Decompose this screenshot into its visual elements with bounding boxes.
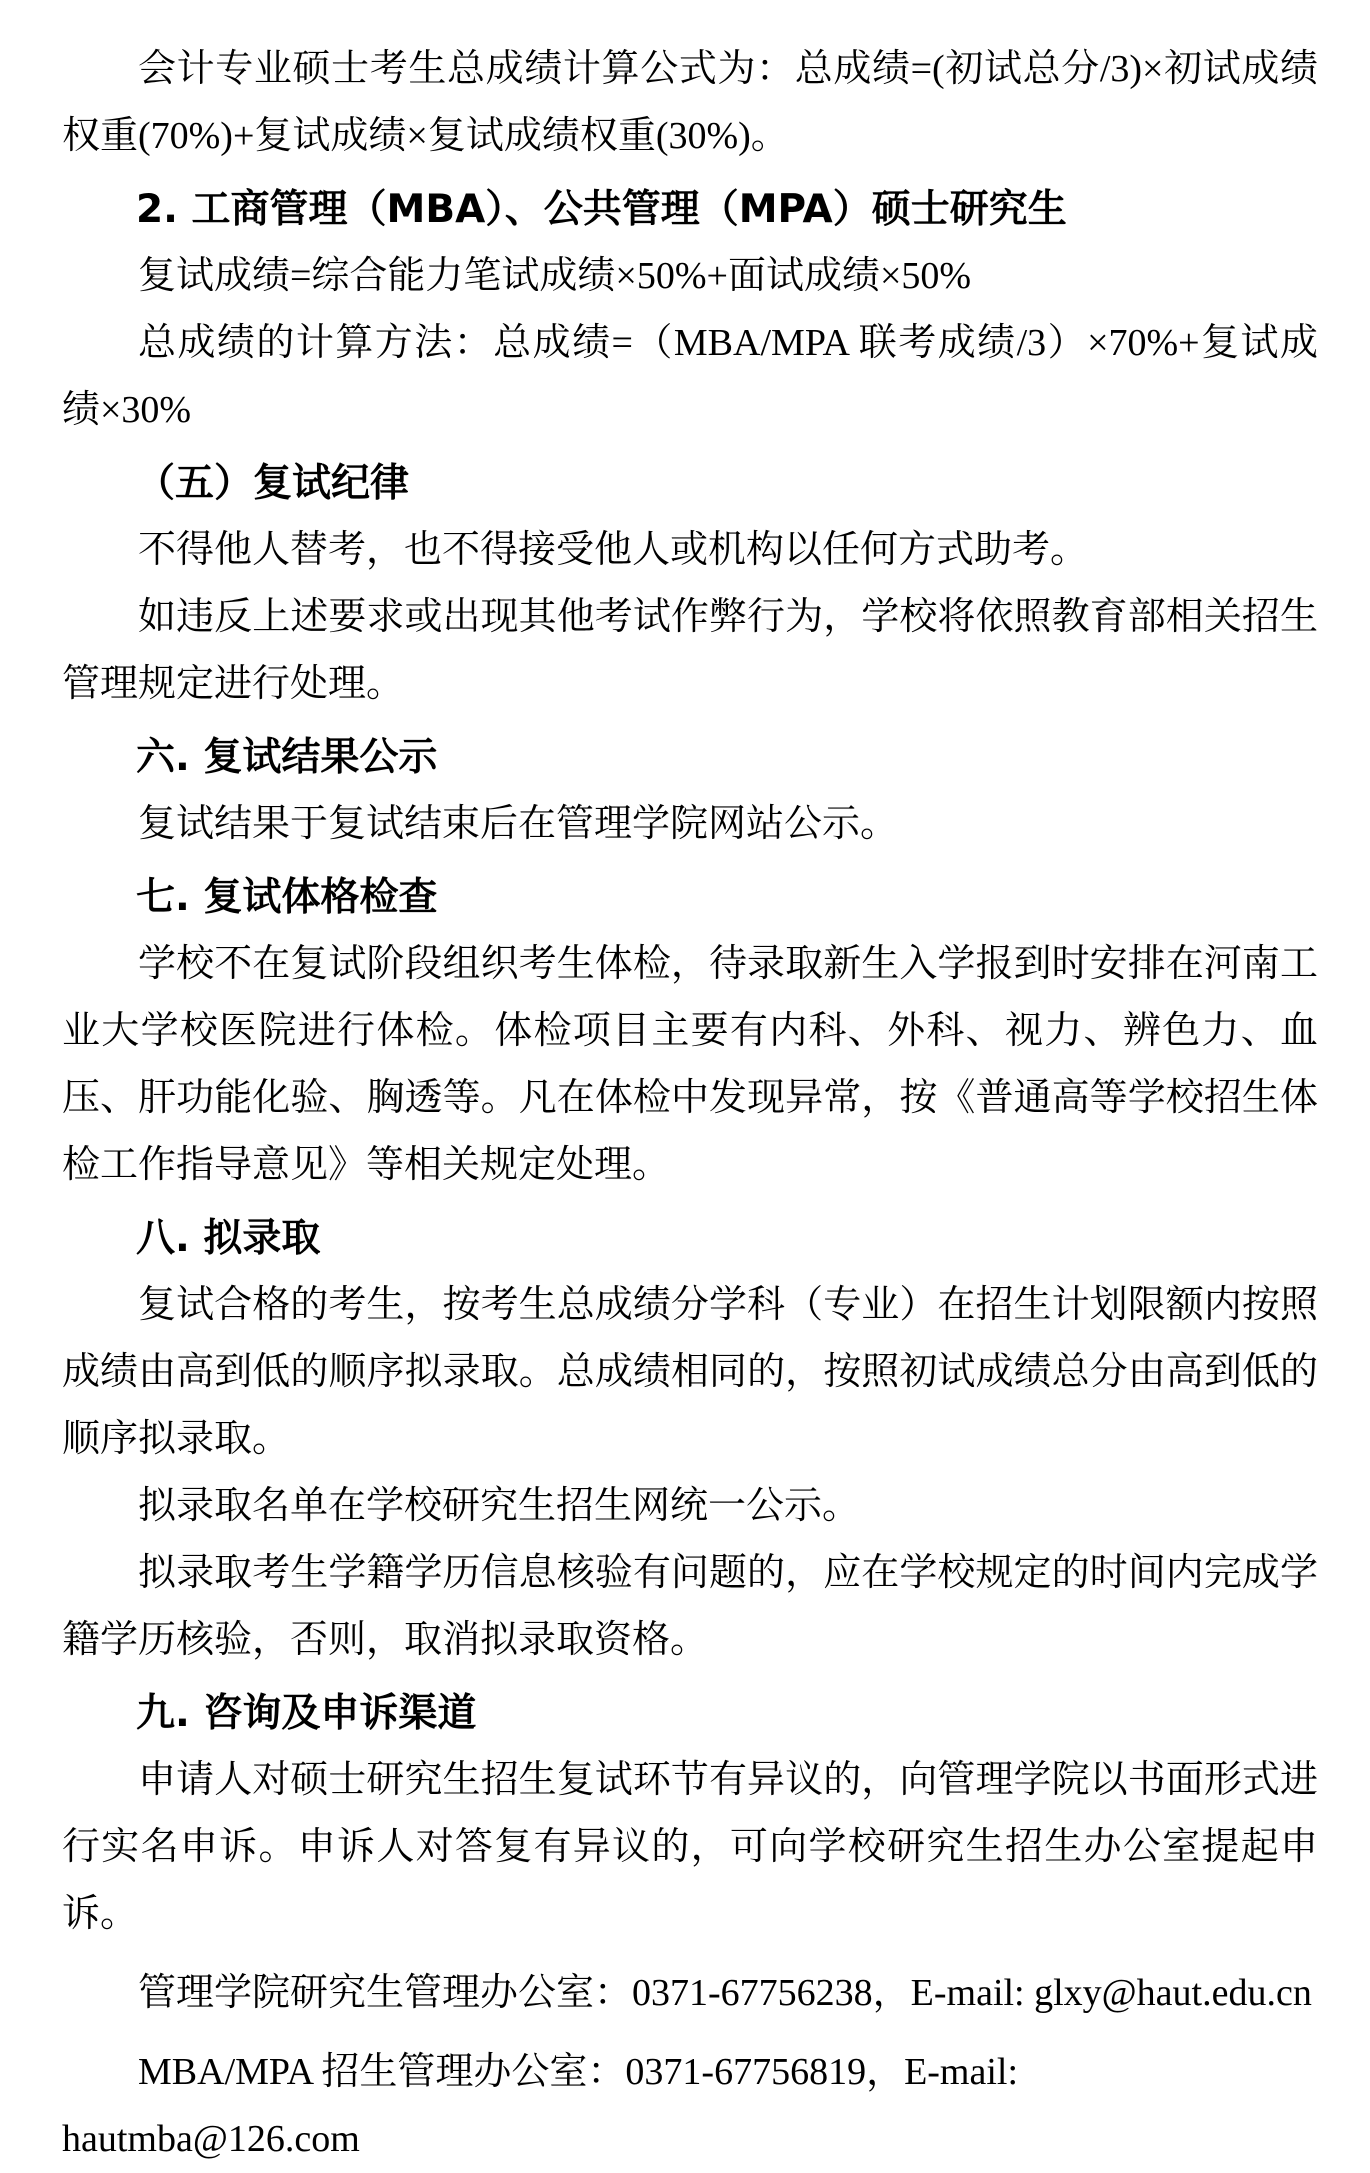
para-student-status-verification: 拟录取考生学籍学历信息核验有问题的，应在学校规定的时间内完成学籍学历核验，否则，取消拟录取资格。 [62,1552,1318,1661]
para-admission-ranking-rule: 复试合格的考生，按考生总成绩分学科（专业）在招生计划限额内按照成绩由高到低的顺序拟录取。总成绩相同的，按照初试成绩总分由高到低的顺序拟录取。 [62,1284,1318,1460]
para-accounting-total-score-formula: 会计专业硕士考生总成绩计算公式为：总成绩=(初试总分/3)×初试成绩权重(70%)+复试成绩×复试成绩权重(30%)。 [62,48,1318,157]
heading-mba-mpa-masters: 2. 工商管理（MBA）、公共管理（MPA）硕士研究生 [136,187,1067,232]
heading-section-8-proposed-admission: 八. 拟录取 [136,1216,321,1261]
contact-management-school-office: 管理学院研究生管理办公室：0371-67756238，E-mail: glxy@haut.edu.cn [138,1972,1312,2014]
heading-section-9-consult-appeal: 九. 咨询及申诉渠道 [136,1691,477,1736]
heading-section-7-physical-exam: 七. 复试体格检查 [136,875,438,920]
para-result-published-on-website: 复试结果于复试结束后在管理学院网站公示。 [138,803,899,845]
contact-mba-mpa-admission-office: MBA/MPA 招生管理办公室：0371-67756819，E-mail: hautmba@126.com [62,2051,1019,2160]
heading-section-6-result-publicity: 六. 复试结果公示 [136,735,438,780]
para-no-proxy-exam: 不得他人替考，也不得接受他人或机构以任何方式助考。 [138,529,1089,571]
para-physical-exam-details: 学校不在复试阶段组织考生体检，待录取新生入学报到时安排在河南工业大学校医院进行体检。体检项目主要有内科、外科、视力、辨色力、血压、肝功能化验、胸透等。凡在体检中发现异常，按《普通高等学校招生体检工作指导意见》等相关规定处理。 [62,943,1318,1186]
para-violation-handling: 如违反上述要求或出现其他考试作弊行为，学校将依照教育部相关招生管理规定进行处理。 [62,596,1318,705]
heading-section-5-retest-discipline: （五）复试纪律 [136,461,410,506]
para-appeal-channel: 申请人对硕士研究生招生复试环节有异议的，向管理学院以书面形式进行实名申诉。申诉人对答复有异议的，可向学校研究生招生办公室提起申诉。 [62,1759,1318,1935]
para-retest-score-formula: 复试成绩=综合能力笔试成绩×50%+面试成绩×50% [138,255,972,297]
para-total-score-method: 总成绩的计算方法：总成绩=（MBA/MPA 联考成绩/3）×70%+复试成绩×30% [62,322,1318,431]
para-admission-list-publicity: 拟录取名单在学校研究生招生网统一公示。 [138,1485,861,1527]
